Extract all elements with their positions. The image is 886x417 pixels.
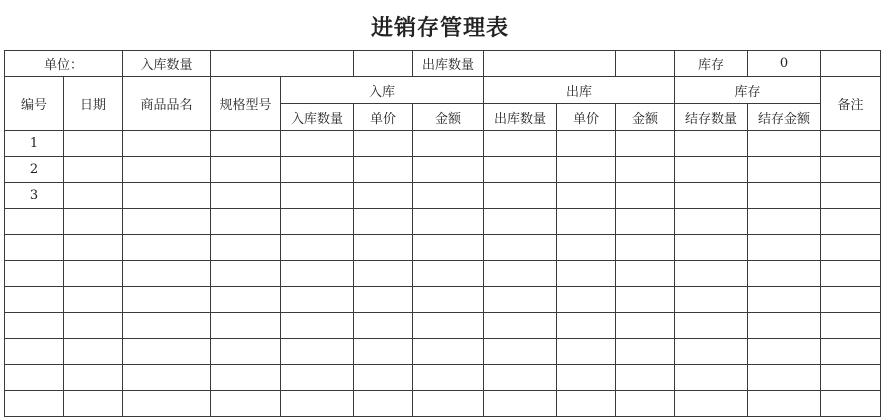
stock-value-cell[interactable]: 0 [748, 51, 821, 77]
data-cell[interactable] [557, 365, 616, 391]
header-out-amount[interactable]: 金额 [616, 104, 675, 131]
data-cell[interactable] [821, 131, 881, 157]
data-cell[interactable] [413, 339, 484, 365]
row-number-cell[interactable] [5, 313, 64, 339]
data-cell[interactable] [413, 157, 484, 183]
data-cell[interactable] [211, 235, 281, 261]
data-cell[interactable] [675, 235, 748, 261]
out-qty-label-cell[interactable]: 出库数量 [413, 51, 484, 77]
data-cell[interactable] [748, 287, 821, 313]
data-cell[interactable] [748, 365, 821, 391]
data-cell[interactable] [64, 261, 123, 287]
data-cell[interactable] [211, 287, 281, 313]
header-in-price[interactable]: 单价 [354, 104, 413, 131]
table-row [5, 235, 881, 261]
data-cell[interactable] [748, 157, 821, 183]
data-cell[interactable] [557, 235, 616, 261]
inventory-table [4, 50, 881, 417]
data-cell[interactable] [64, 365, 123, 391]
header-in-qty[interactable]: 入库数量 [281, 104, 354, 131]
row-number-cell[interactable] [5, 287, 64, 313]
stock-label-cell[interactable]: 库存 [675, 51, 748, 77]
data-cell[interactable] [616, 209, 675, 235]
header-row-1 [5, 77, 881, 104]
data-cell[interactable] [616, 183, 675, 209]
data-cell[interactable] [413, 261, 484, 287]
data-cell[interactable] [413, 131, 484, 157]
data-cell[interactable] [281, 339, 354, 365]
data-cell[interactable] [748, 313, 821, 339]
data-cell[interactable] [557, 339, 616, 365]
header-out-qty[interactable]: 出库数量 [484, 104, 557, 131]
data-cell[interactable] [821, 157, 881, 183]
data-cell[interactable] [557, 261, 616, 287]
data-cell[interactable] [675, 157, 748, 183]
data-cell[interactable] [211, 313, 281, 339]
data-cell[interactable] [211, 261, 281, 287]
data-cell[interactable] [211, 339, 281, 365]
unit-label-cell[interactable]: 单位： [5, 51, 123, 77]
data-cell[interactable] [64, 287, 123, 313]
table-row [5, 157, 881, 183]
data-cell[interactable] [413, 287, 484, 313]
data-cell[interactable] [557, 183, 616, 209]
table-row [5, 209, 881, 235]
row-number-cell[interactable] [5, 209, 64, 235]
data-cell[interactable] [281, 209, 354, 235]
data-cell[interactable] [64, 235, 123, 261]
data-cell[interactable] [354, 157, 413, 183]
data-cell[interactable] [211, 209, 281, 235]
data-cell[interactable] [557, 287, 616, 313]
data-cell[interactable] [123, 235, 211, 261]
data-cell[interactable] [281, 157, 354, 183]
in-qty-value-cell[interactable] [211, 51, 354, 77]
info-row [5, 51, 881, 77]
data-cell[interactable] [354, 131, 413, 157]
row-number-cell[interactable] [5, 365, 64, 391]
data-cell[interactable] [616, 157, 675, 183]
data-cell[interactable] [281, 313, 354, 339]
data-cell[interactable] [675, 313, 748, 339]
data-cell[interactable] [281, 235, 354, 261]
data-cell[interactable] [64, 131, 123, 157]
data-cell[interactable] [211, 183, 281, 209]
data-cell[interactable] [281, 365, 354, 391]
data-cell[interactable] [821, 235, 881, 261]
data-cell[interactable] [748, 209, 821, 235]
data-cell[interactable] [484, 157, 557, 183]
data-cell[interactable] [748, 183, 821, 209]
data-cell[interactable] [748, 261, 821, 287]
table-row [5, 183, 881, 209]
data-cell[interactable] [675, 365, 748, 391]
data-cell[interactable] [64, 209, 123, 235]
in-qty-label-cell[interactable]: 入库数量 [123, 51, 211, 77]
data-cell[interactable] [123, 287, 211, 313]
row-number-cell[interactable] [5, 235, 64, 261]
data-cell[interactable] [821, 261, 881, 287]
data-cell[interactable] [64, 313, 123, 339]
info-blank-cell[interactable] [354, 51, 413, 77]
info-blank-cell[interactable] [821, 51, 881, 77]
data-cell[interactable] [484, 365, 557, 391]
table-row [5, 365, 881, 391]
data-cell[interactable] [123, 157, 211, 183]
data-cell[interactable] [675, 287, 748, 313]
data-cell[interactable] [354, 261, 413, 287]
data-cell[interactable] [616, 339, 675, 365]
data-cell[interactable] [413, 313, 484, 339]
data-cell[interactable] [484, 131, 557, 157]
header-spec[interactable]: 规格型号 [211, 77, 281, 131]
data-cell[interactable] [821, 313, 881, 339]
header-no[interactable]: 编号 [5, 77, 64, 131]
data-cell[interactable] [123, 339, 211, 365]
header-stock-group[interactable]: 库存 [675, 77, 821, 104]
data-cell[interactable] [484, 313, 557, 339]
row-number-cell[interactable] [5, 261, 64, 287]
data-cell[interactable] [354, 235, 413, 261]
table-row [5, 313, 881, 339]
data-cell[interactable] [484, 235, 557, 261]
data-cell[interactable] [413, 183, 484, 209]
data-cell[interactable] [123, 131, 211, 157]
data-cell[interactable] [675, 209, 748, 235]
data-cell[interactable] [557, 209, 616, 235]
row-number-cell[interactable]: 2 [5, 157, 64, 183]
data-cell[interactable] [123, 209, 211, 235]
header-out-price[interactable]: 单价 [557, 104, 616, 131]
data-cell[interactable] [64, 339, 123, 365]
data-cell[interactable] [557, 157, 616, 183]
data-cell[interactable] [748, 339, 821, 365]
data-cell[interactable] [484, 261, 557, 287]
data-cell[interactable] [354, 365, 413, 391]
data-cell[interactable] [123, 313, 211, 339]
data-cell[interactable] [616, 287, 675, 313]
header-remark[interactable]: 备注 [821, 77, 881, 131]
data-cell[interactable] [616, 313, 675, 339]
data-cell[interactable] [616, 365, 675, 391]
data-cell[interactable] [123, 183, 211, 209]
data-cell[interactable] [675, 261, 748, 287]
data-cell[interactable] [557, 131, 616, 157]
header-in-group[interactable]: 入库 [281, 77, 484, 104]
header-out-group[interactable]: 出库 [484, 77, 675, 104]
data-cell[interactable] [211, 157, 281, 183]
data-cell[interactable] [616, 261, 675, 287]
data-cell[interactable] [675, 131, 748, 157]
data-cell[interactable] [821, 209, 881, 235]
data-cell[interactable] [484, 287, 557, 313]
data-cell[interactable] [413, 365, 484, 391]
data-cell[interactable] [123, 365, 211, 391]
data-cell[interactable] [413, 235, 484, 261]
data-cell[interactable] [821, 339, 881, 365]
data-cell[interactable] [281, 287, 354, 313]
data-cell[interactable] [484, 209, 557, 235]
row-number-cell[interactable]: 3 [5, 183, 64, 209]
data-cell[interactable] [64, 157, 123, 183]
data-cell[interactable] [748, 131, 821, 157]
data-cell[interactable] [675, 339, 748, 365]
data-cell[interactable] [64, 183, 123, 209]
row-number-cell[interactable]: 1 [5, 131, 64, 157]
data-cell[interactable] [821, 183, 881, 209]
info-blank-cell[interactable] [616, 51, 675, 77]
header-stock-amount[interactable]: 结存金额 [748, 104, 821, 131]
data-cell[interactable] [281, 183, 354, 209]
data-cell[interactable] [413, 209, 484, 235]
data-cell[interactable] [616, 131, 675, 157]
row-number-cell[interactable] [5, 339, 64, 365]
table-row [5, 287, 881, 313]
data-cell[interactable] [484, 183, 557, 209]
data-cell[interactable] [821, 365, 881, 391]
data-cell[interactable] [211, 365, 281, 391]
header-stock-qty[interactable]: 结存数量 [675, 104, 748, 131]
data-cell[interactable] [354, 313, 413, 339]
data-cell[interactable] [557, 313, 616, 339]
data-cell[interactable] [354, 209, 413, 235]
data-cell[interactable] [616, 235, 675, 261]
data-cell[interactable] [123, 261, 211, 287]
header-product-name[interactable]: 商品品名 [123, 77, 211, 131]
data-cell[interactable] [484, 339, 557, 365]
table-row [5, 339, 881, 365]
data-cell[interactable] [354, 339, 413, 365]
data-cell[interactable] [748, 235, 821, 261]
header-date[interactable]: 日期 [64, 77, 123, 131]
data-cell[interactable] [354, 287, 413, 313]
out-qty-value-cell[interactable] [484, 51, 616, 77]
table-row [5, 261, 881, 287]
data-cell[interactable] [821, 287, 881, 313]
sheet-title: 进销存管理表 [370, 15, 509, 41]
data-cell[interactable] [675, 183, 748, 209]
data-cell[interactable] [211, 131, 281, 157]
table-row [5, 131, 881, 157]
data-cell[interactable] [281, 131, 354, 157]
header-in-amount[interactable]: 金额 [413, 104, 484, 131]
data-cell[interactable] [354, 183, 413, 209]
data-cell[interactable] [281, 261, 354, 287]
